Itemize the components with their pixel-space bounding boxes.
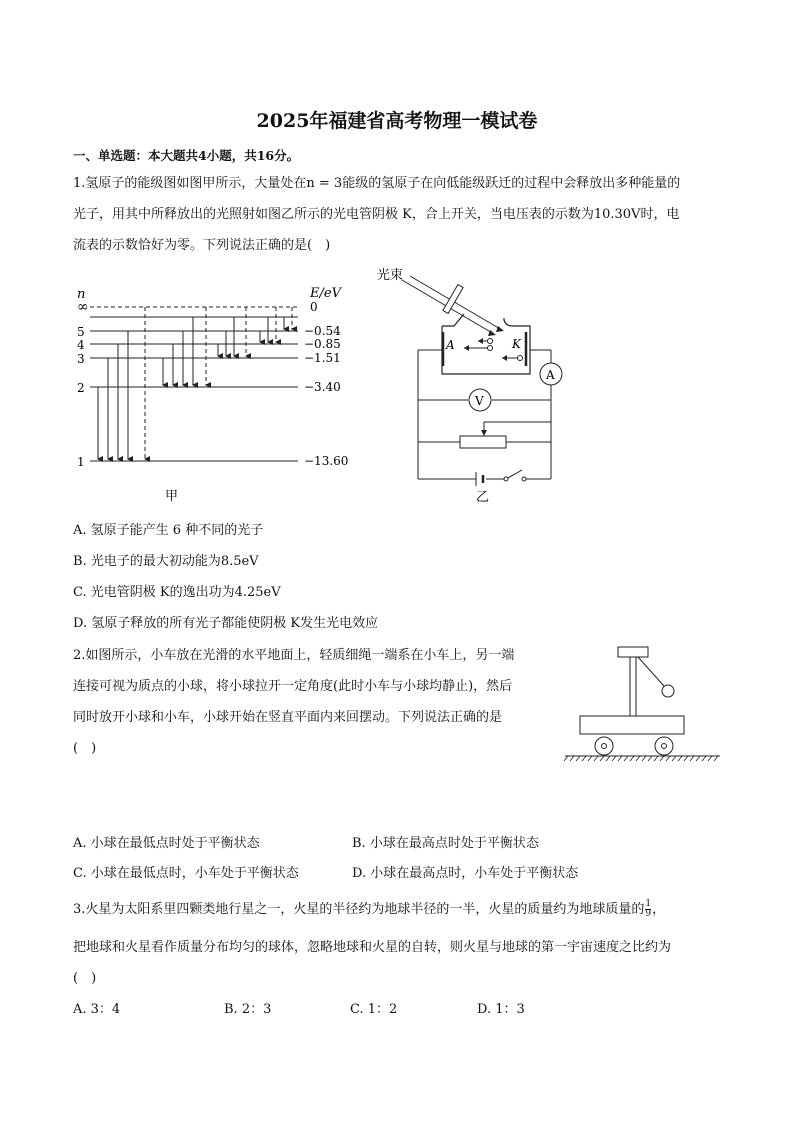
q1-option-d: D. 氢原子释放的所有光子都能使阴极 K发生光电效应 [73, 616, 379, 631]
anode-label: A [446, 338, 455, 352]
q2-line-2: 连接可视为质点的小球，将小球拉开一定角度(此时小车与小球均静止)，然后 [73, 679, 513, 694]
energy-label-4: −0.85 [304, 337, 341, 351]
page-title: 2025年福建省高考物理一模试卷 [256, 110, 538, 132]
q3-line-3: ( ) [73, 971, 97, 986]
question-2 [73, 640, 563, 764]
q2-line-1: 2.如图所示，小车放在光滑的水平地面上，轻质细绳一端系在小车上，另一端 [73, 648, 515, 663]
figure-b-caption: 乙 [476, 490, 490, 505]
transition-arrows [98, 307, 292, 459]
energy-axis-label: E/eV [310, 286, 341, 301]
light-beam-ray [410, 276, 502, 330]
q3-line-1-text: 3.火星为太阳系里四颗类地行星之一，火星的半径约为地球半径的一半，火星的质量约为地球质量的 [73, 902, 645, 917]
cart-body [580, 716, 684, 734]
n-axis-label: n [77, 287, 86, 302]
q3-option-d: D. 1：3 [477, 1002, 525, 1017]
ammeter-label: A [546, 368, 555, 382]
pendulum-ball [662, 685, 674, 697]
n-label-2: 2 [77, 381, 85, 395]
photo-tube-body [442, 314, 464, 326]
tube-window [443, 285, 463, 314]
rheostat-slider [481, 430, 487, 436]
switch-contact [504, 477, 508, 481]
energy-label-1: −13.60 [304, 454, 349, 468]
q3-option-b: B. 2：3 [224, 1002, 272, 1017]
q3-fraction [645, 900, 651, 919]
q3-fraction-numerator: 1 [645, 899, 652, 909]
energy-label-5: −0.54 [304, 324, 341, 338]
energy-label-2: −3.40 [304, 380, 341, 394]
q1-option-a: A. 氢原子能产生 6 种不同的光子 [73, 523, 264, 538]
question-1 [73, 168, 723, 261]
ground-hatching [564, 756, 718, 761]
cart-pendulum-figure [560, 640, 730, 770]
q2-option-d: D. 小球在最高点时，小车处于平衡状态 [352, 866, 579, 881]
n-label-5: 5 [77, 325, 85, 339]
switch-contact [522, 477, 526, 481]
q1-line-1: 1.氢原子的能级图如图甲所示，大量处在n = 3能级的氢原子在向低能级跃迁的过程中会释放出多种能量的 [73, 176, 681, 191]
q1-option-b: B. 光电子的最大初动能为8.5eV [73, 554, 259, 569]
q3-option-a: A. 3：4 [73, 1002, 121, 1017]
cathode-label: K [512, 337, 521, 351]
q2-line-4: ( ) [73, 741, 97, 756]
q2-option-c: C. 小球在最低点时，小车处于平衡状态 [73, 866, 299, 881]
q1-line-2: 光子，用其中所释放出的光照射如图乙所示的光电管阴极 K，合上开关，当电压表的示数为10.30V时，电 [73, 207, 680, 222]
q3-line-1-end: ， [652, 902, 666, 917]
pendulum-string [638, 657, 664, 686]
energy-level-diagram [70, 280, 370, 510]
rheostat [460, 436, 506, 448]
figure-a-caption: 甲 [165, 489, 179, 504]
n-label-4: 4 [77, 338, 85, 352]
light-beam-label: 光束 [377, 268, 404, 283]
n-label-1: 1 [77, 455, 85, 469]
n-label-inf: ∞ [77, 299, 89, 315]
q2-option-b: B. 小球在最高点时处于平衡状态 [352, 836, 539, 851]
q2-line-3: 同时放开小球和小车，小球开始在竖直平面内来回摆动。下列说法正确的是 [73, 710, 503, 725]
circuit-wires [418, 350, 551, 479]
q2-option-a: A. 小球在最低点时处于平衡状态 [73, 836, 260, 851]
pendulum-support-top [618, 647, 648, 657]
energy-label-3: −1.51 [304, 351, 341, 365]
q3-line-2: 把地球和火星看作质量分布均匀的球体，忽略地球和火星的自转，则火星与地球的第一宇宙速度之比约为 [73, 940, 672, 955]
n-label-3: 3 [77, 352, 85, 366]
q3-line-1 [73, 898, 665, 919]
q3-fraction-denominator: 9 [645, 909, 652, 919]
section-heading: 一、单选题：本大题共4小题，共16分。 [73, 148, 300, 163]
photoelectric-circuit [372, 262, 572, 507]
voltmeter-label: V [475, 394, 484, 408]
q1-line-3: 流表的示数恰好为零。下列说法正确的是( ) [73, 238, 331, 253]
q3-option-c: C. 1：2 [350, 1002, 398, 1017]
energy-label-inf: 0 [310, 300, 318, 314]
q1-option-c: C. 光电管阴极 K的逸出功为4.25eV [73, 585, 281, 600]
